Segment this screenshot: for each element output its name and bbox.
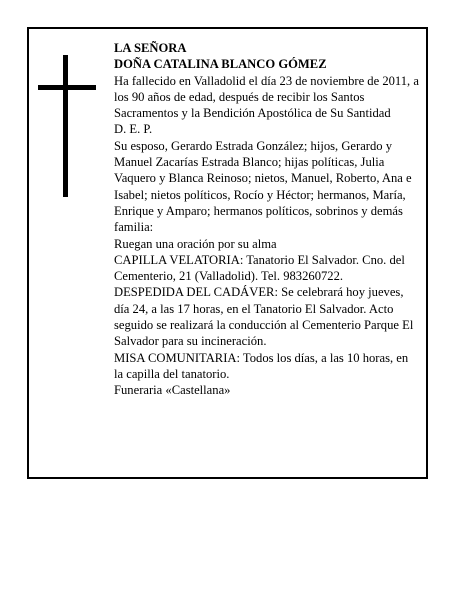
- mass-info: MISA COMUNITARIA: Todos los días, a las 10 horas, en la capilla del tanatorio.: [114, 350, 409, 381]
- farewell-info: DESPEDIDA DEL CADÁVER: Se celebrará hoy jueves, día 24, a las 17 horas, en el Tanatorio El Salvador. Acto seguido se realizará la conducción al Cementerio Parque El Salvador para su incineración.: [114, 285, 414, 349]
- death-announcement: Ha fallecido en Valladolid el día 23 de noviembre de 2011, a los 90 años de edad, después de recibir los Santos Sacramentos y la Bendición Apostólica de Su Santidad: [114, 73, 419, 121]
- cross-icon: [38, 55, 96, 197]
- cross-vertical-bar: [63, 55, 68, 197]
- notice-content: [114, 40, 420, 399]
- notice-title-line2: DOÑA CATALINA BLANCO GÓMEZ: [114, 57, 327, 72]
- chapel-info: CAPILLA VELATORIA: Tanatorio El Salvador. Cno. del Cementerio, 21 (Valladolid). Tel. 983260722.: [114, 252, 405, 284]
- notice-title-line1: LA SEÑORA: [114, 41, 187, 55]
- family-list: Su esposo, Gerardo Estrada González; hijos, Gerardo y Manuel Zacarías Estrada Blanco; hijas políticas, Julia Vaquero y Blanca Reinoso; nietos, Manuel, Roberto, Ana e Isabel; nietos políticos, Rocío y Héctor; hermanos, María, Enrique y Amparo; hermanos políticos, sobrinos y demás familia:: [114, 138, 412, 235]
- funeral-home: Funeraria «Castellana»: [114, 383, 231, 398]
- prayer-request: Ruegan una oración por su alma: [114, 236, 277, 251]
- dep-line: D. E. P.: [114, 122, 153, 137]
- cross-horizontal-bar: [38, 85, 96, 90]
